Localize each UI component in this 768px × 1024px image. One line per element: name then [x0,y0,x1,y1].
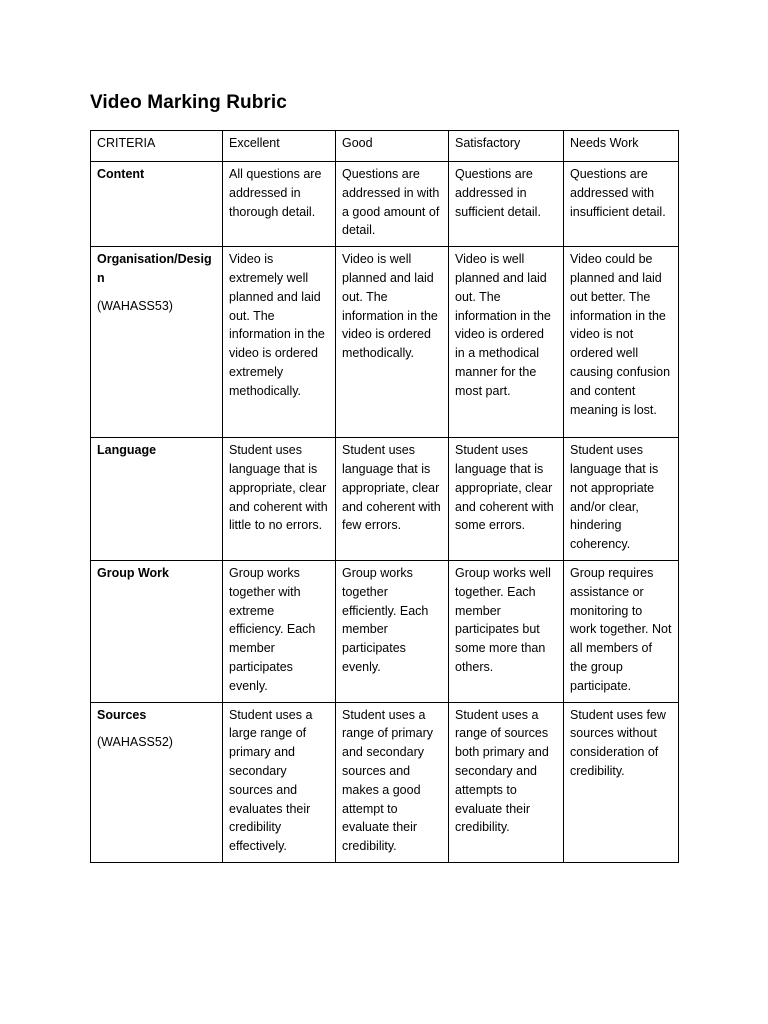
excellent-cell: All questions are addressed in thorough detail. [223,162,336,247]
satisfactory-cell: Group works well together. Each member participates but some more than others. [449,560,564,702]
header-criteria: CRITERIA [91,131,223,162]
rubric-table [90,130,679,863]
satisfactory-cell: Student uses language that is appropriate, clear and coherent with some errors. [449,438,564,561]
header-needs-work: Needs Work [564,131,679,162]
excellent-cell: Group works together with extreme efficiency. Each member participates evenly. [223,560,336,702]
needs-work-cell: Group requires assistance or monitoring to work together. Not all members of the group participate. [564,560,679,702]
criteria-cell [91,702,223,862]
criteria-name: Content [97,167,145,181]
satisfactory-cell: Video is well planned and laid out. The information in the video is ordered in a methodical manner for the most part. [449,247,564,438]
criteria-cell [91,247,223,438]
criteria-name: Sources [97,707,147,722]
header-satisfactory: Satisfactory [449,131,564,162]
header-excellent: Excellent [223,131,336,162]
good-cell: Student uses language that is appropriate, clear and coherent with few errors. [336,438,449,561]
good-cell: Group works together efficiently. Each member participates evenly. [336,560,449,702]
good-cell: Student uses a range of primary and secondary sources and makes a good attempt to evaluate their credibility. [336,702,449,862]
needs-work-cell: Video could be planned and laid out better. The information in the video is not ordered well causing confusion and content meaning is lost. [564,247,679,438]
needs-work-cell: Student uses few sources without consideration of credibility. [564,702,679,862]
criteria-cell [91,560,223,702]
criteria-name: Language [97,443,157,458]
table-row-sources [91,702,679,862]
table-row-content [91,162,679,247]
document-title: Video Marking Rubric [90,92,287,113]
table-row-organisation-design [91,247,679,438]
excellent-cell: Student uses a large range of primary and secondary sources and evaluates their credibility effectively. [223,702,336,862]
table-row-language [91,438,679,561]
criteria-cell [91,162,223,247]
table-row-group-work [91,560,679,702]
criteria-name: Organisation/Design [97,252,212,285]
needs-work-cell: Questions are addressed with insufficient detail. [564,162,679,247]
header-row [91,131,679,162]
needs-work-cell: Student uses language that is not appropriate and/or clear, hindering coherency. [564,438,679,561]
excellent-cell: Student uses language that is appropriate, clear and coherent with little to no errors. [223,438,336,561]
header-good: Good [336,131,449,162]
good-cell: Video is well planned and laid out. The information in the video is ordered methodically. [336,247,449,438]
criteria-name: Group Work [97,565,169,580]
good-cell: Questions are addressed in with a good amount of detail. [336,162,449,247]
criteria-cell [91,438,223,561]
criteria-code: (WAHASS53) [97,298,173,313]
criteria-code: (WAHASS52) [97,735,173,750]
satisfactory-cell: Questions are addressed in sufficient detail. [449,162,564,247]
satisfactory-cell: Student uses a range of sources both primary and secondary and attempts to evaluate their credibility. [449,702,564,862]
excellent-cell: Video is extremely well planned and laid out. The information in the video is ordered extremely methodically. [223,247,336,438]
